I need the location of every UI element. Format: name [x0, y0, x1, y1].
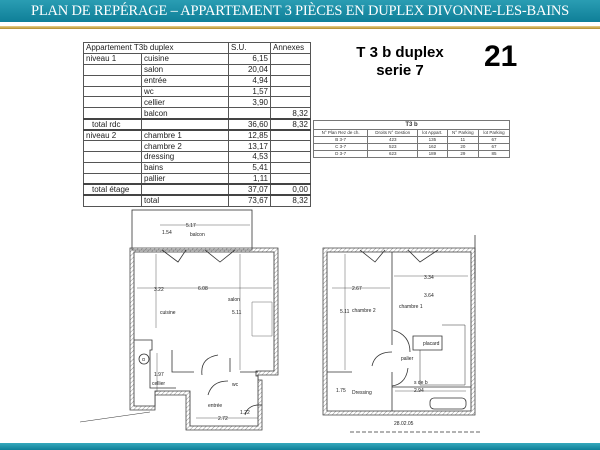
room-label-wc: wc [232, 382, 239, 388]
dimension-label: 2.67 [352, 286, 362, 292]
alpha-label: α [142, 357, 145, 363]
cell-room: wc [142, 86, 229, 97]
dimension-label: 3.34 [424, 275, 434, 281]
cell-su: 3,90 [229, 97, 271, 108]
ground-floor-plan [80, 210, 278, 430]
lot-header: N° Parking [447, 130, 478, 137]
dimension-label: 3.22 [154, 287, 164, 293]
cell-su: 1,57 [229, 86, 271, 97]
dimension-label: 2.94 [414, 388, 424, 394]
lot-header: N° Plan Rez de ch. [314, 130, 368, 137]
cell-su: 36,60 [229, 119, 271, 130]
lot-cell: 135 [418, 137, 448, 144]
lot-header: lot Parking [479, 130, 510, 137]
lot-cell: B 3-7 [314, 137, 368, 144]
lot-header: Droits N° Gestion [368, 130, 418, 137]
plan-number: 21 [484, 40, 518, 73]
plan-date: 28.02.05 [394, 421, 414, 427]
cell-room: total [142, 195, 229, 206]
series-line: serie 7 [376, 62, 424, 79]
room-label-entree: entrée [208, 403, 223, 409]
cell-room: dressing [142, 152, 229, 163]
dimension-label: 5.17 [186, 223, 196, 229]
room-label-dressing: Dressing [352, 390, 372, 396]
dimension-label: 1.54 [162, 230, 172, 236]
room-label-balcon: balcon [190, 232, 205, 238]
dimension-label: 1.97 [154, 372, 164, 378]
lot-header: lot Appart. [418, 130, 448, 137]
room-label-chambre-2: chambre 2 [352, 308, 376, 314]
cell-annex: 0,00 [271, 184, 311, 195]
lot-cell: 189 [418, 151, 448, 158]
lot-cell: C 3-7 [314, 144, 368, 151]
cell-room: cuisine [142, 53, 229, 64]
cell-su: 13,17 [229, 141, 271, 152]
room-label-palier: palier [401, 356, 414, 362]
room-label-salon: salon [228, 297, 240, 303]
cell-su: 4,94 [229, 75, 271, 86]
cell-su: 73,67 [229, 195, 271, 206]
lot-table-title: T3 b [314, 121, 510, 130]
cell-level: niveau 1 [84, 53, 142, 64]
dimension-label: 6.08 [198, 286, 208, 292]
lot-cell: 423 [368, 137, 418, 144]
cell-level: total étage [84, 184, 142, 195]
balcony [132, 210, 252, 250]
table-header: S.U. [229, 43, 271, 54]
cell-room: chambre 2 [142, 141, 229, 152]
cell-su: 1,11 [229, 173, 271, 184]
table-header: Appartement T3b duplex [84, 43, 229, 54]
dimension-label: 5.11 [340, 309, 350, 315]
dimension-label: 3.64 [424, 293, 434, 299]
cell-room: cellier [142, 97, 229, 108]
cell-room: entrée [142, 75, 229, 86]
lot-cell: 29 [447, 151, 478, 158]
dimension-label: 2.72 [218, 416, 228, 422]
cell-su: 37,07 [229, 184, 271, 195]
lot-cell: 20 [447, 144, 478, 151]
room-label-cuisine: cuisine [160, 310, 176, 316]
room-label-sdb: s de b [414, 380, 428, 386]
table-header: Annexes [271, 43, 311, 54]
lot-cell: 67 [479, 137, 510, 144]
page-title: PLAN DE REPÉRAGE – APPARTEMENT 3 PIÈCES EN DUPLEX DIVONNE-LES-BAINS [31, 3, 569, 19]
upper-floor-plan [323, 235, 475, 415]
cell-su: 4,53 [229, 152, 271, 163]
cell-level: total rdc [84, 119, 142, 130]
cell-room: pallier [142, 173, 229, 184]
cell-room: balcon [142, 108, 229, 119]
dimension-label: 5.11 [232, 310, 242, 316]
cell-room: salon [142, 64, 229, 75]
cell-su: 5,41 [229, 162, 271, 173]
type-line: T 3 b duplex [356, 44, 444, 61]
lot-cell: 162 [418, 144, 448, 151]
cell-su: 20,04 [229, 64, 271, 75]
cell-room: chambre 1 [142, 130, 229, 141]
dimension-label: 1.75 [336, 388, 346, 394]
footer-band [0, 443, 600, 450]
lot-cell: D 3-7 [314, 151, 368, 158]
cell-annex: 8,32 [271, 108, 311, 119]
dimension-label: 1.22 [240, 410, 250, 416]
room-label-chambre-1: chambre 1 [399, 304, 423, 310]
lot-cell: 85 [479, 151, 510, 158]
lot-cell: 523 [368, 144, 418, 151]
lot-cell: 623 [368, 151, 418, 158]
room-label-placard: placard [423, 341, 440, 347]
cell-annex: 8,32 [271, 195, 311, 206]
cell-su: 12,85 [229, 130, 271, 141]
cell-room: bains [142, 162, 229, 173]
cell-annex: 8,32 [271, 119, 311, 130]
cell-level: niveau 2 [84, 130, 142, 141]
cell-su: 6,15 [229, 53, 271, 64]
lot-cell: 11 [447, 137, 478, 144]
lot-cell: 67 [479, 144, 510, 151]
room-label-cellier: cellier [152, 381, 166, 387]
